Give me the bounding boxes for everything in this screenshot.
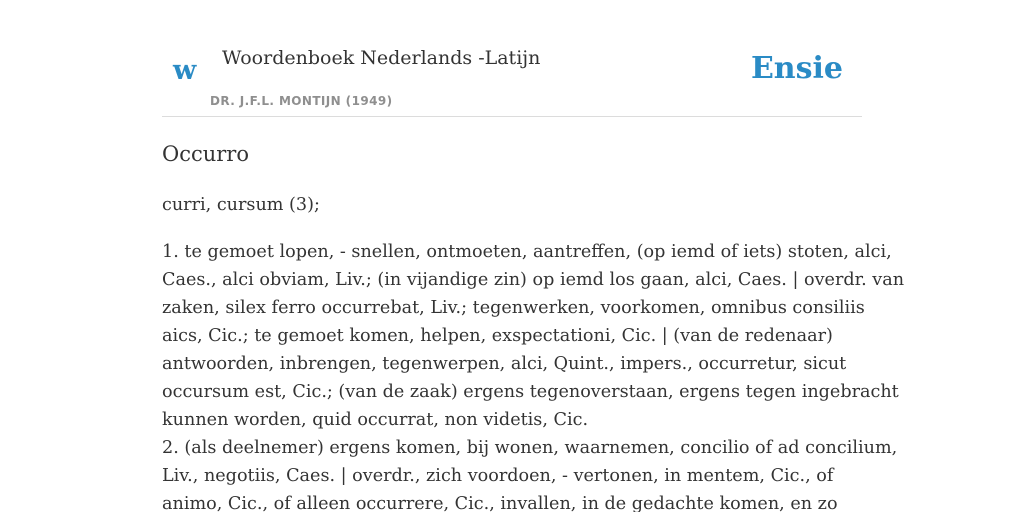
definition-line: antwoorden, inbrengen, tegenwerpen, alci, Quint., impers., occurretur, sicut <box>162 354 847 374</box>
entry-forms: curri, cursum (3); <box>162 195 320 215</box>
definition-line: Liv., negotiis, Caes. | overdr., zich voordoen, - vertonen, in mentem, Cic., of <box>162 466 834 486</box>
dictionary-header <box>162 0 862 117</box>
ensie-brand-logo[interactable]: Ensie <box>750 51 843 86</box>
definition-line: kunnen worden, quid occurrat, non videtis, Cic. <box>162 410 589 430</box>
definition-line: aics, Cic.; te gemoet komen, helpen, exspectationi, Cic. | (van de redenaar) <box>162 326 833 346</box>
entry-headword: Occurro <box>162 142 249 166</box>
definition-line: Caes., alci obviam, Liv.; (in vijandige zin) op iemd los gaan, alci, Caes. | overdr. van <box>162 270 905 290</box>
definition-line: occursum est, Cic.; (van de zaak) ergens tegenoverstaan, ergens tegen ingebracht <box>162 382 899 402</box>
entry-definition <box>162 238 905 512</box>
definition-line: 1. te gemoet lopen, - snellen, ontmoeten, aantreffen, (op iemd of iets) stoten, alci, <box>162 242 892 262</box>
definition-line: animo, Cic., of alleen occurrere, Cic., invallen, in de gedachte komen, en zo <box>162 494 838 512</box>
definition-line: zaken, silex ferro occurrebat, Liv.; tegenwerken, voorkomen, omnibus consiliis <box>162 298 865 318</box>
dictionary-author: DR. J.F.L. MONTIJN (1949) <box>210 94 393 108</box>
definition-line: 2. (als deelnemer) ergens komen, bij wonen, waarnemen, concilio of ad concilium, <box>162 438 898 458</box>
dictionary-title-link[interactable]: Woordenboek Nederlands -Latijn <box>222 47 541 69</box>
entry-content <box>162 137 905 512</box>
dictionary-logo[interactable]: w <box>173 55 197 86</box>
